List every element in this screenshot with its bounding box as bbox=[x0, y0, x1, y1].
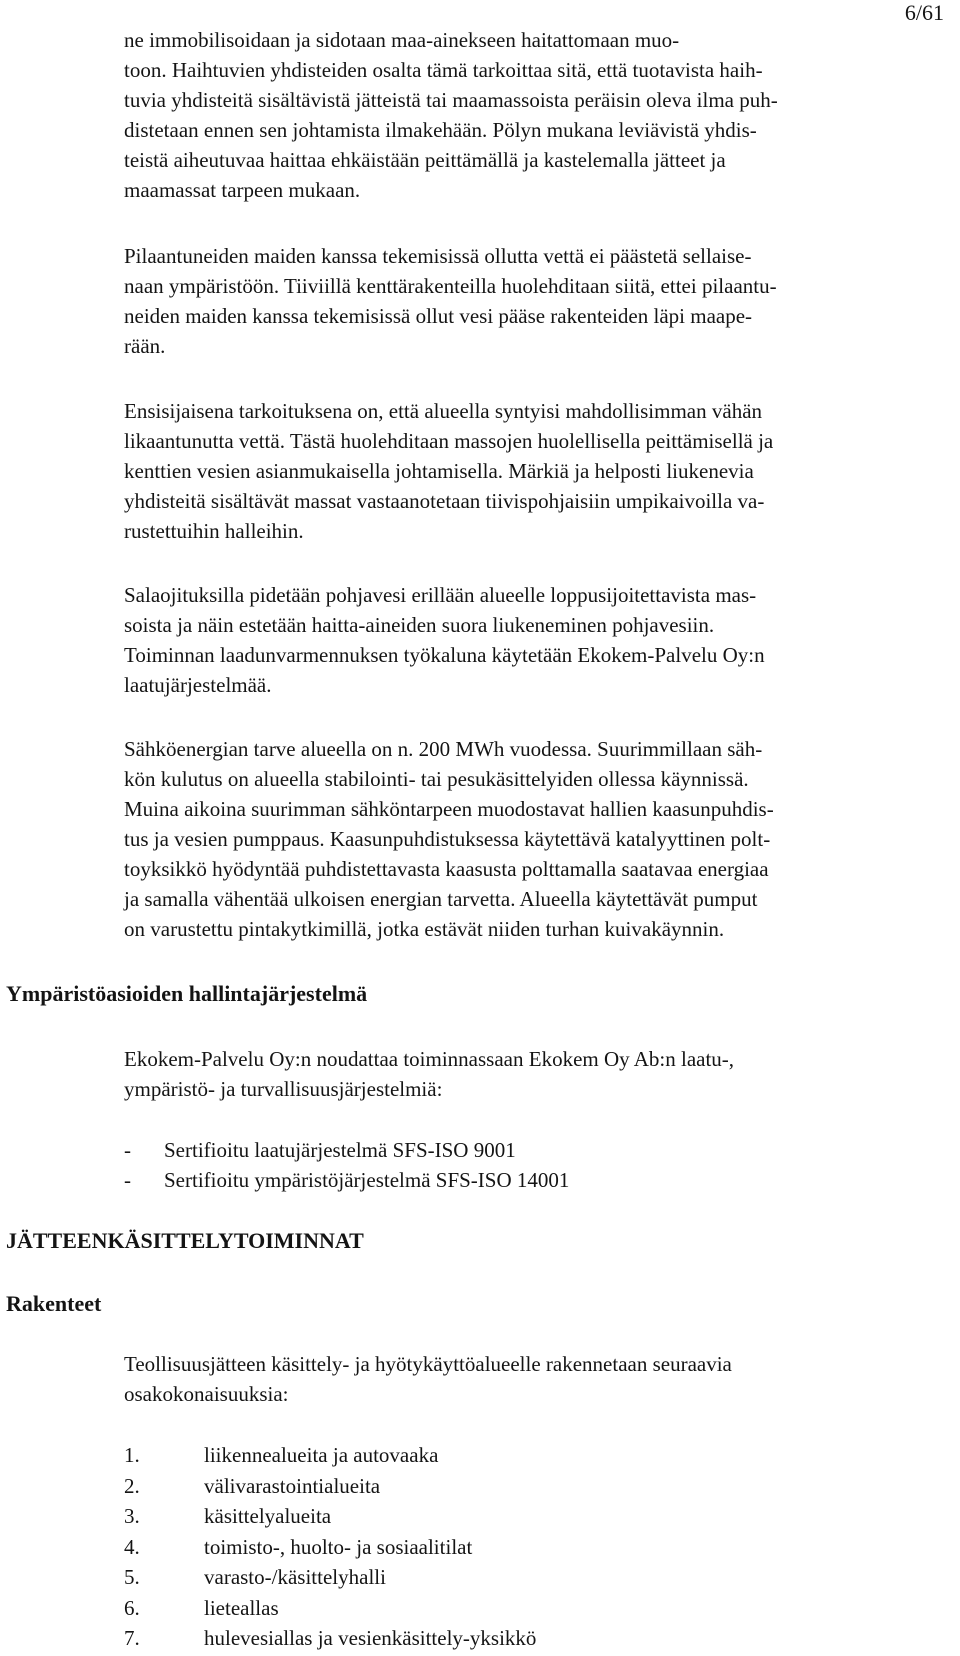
text-line: tus ja vesien pumppaus. Kaasunpuhdistuksessa käytettävä katalyyttinen polt- bbox=[124, 827, 771, 851]
structures-list bbox=[124, 1440, 536, 1654]
text-line: soista ja näin estetään haitta-aineiden suora liukeneminen pohjavesiin. bbox=[124, 613, 715, 637]
list-item-text: Sertifioitu laatujärjestelmä SFS-ISO 9001 bbox=[164, 1138, 516, 1162]
text-line: kön kulutus on alueella stabilointi- tai pesukäsittelyiden ollessa käynnissä. bbox=[124, 767, 749, 791]
list-item bbox=[124, 1165, 569, 1195]
text-line: Sähköenergian tarve alueella on n. 200 MWh vuodessa. Suurimmillaan säh- bbox=[124, 737, 763, 761]
text-line: yhdisteitä sisältävät massat vastaanotetaan tiivispohjaisiin umpikaivoilla va- bbox=[124, 489, 765, 513]
certification-list bbox=[124, 1135, 569, 1195]
text-line: rään. bbox=[124, 334, 166, 358]
list-number: 4. bbox=[124, 1534, 140, 1559]
text-line: rustettuihin halleihin. bbox=[124, 519, 304, 543]
list-number: 3. bbox=[124, 1504, 140, 1528]
paragraph-drainage bbox=[124, 580, 944, 700]
text-line: ympäristö- ja turvallisuusjärjestelmiä: bbox=[124, 1077, 443, 1101]
list-number: 1. bbox=[124, 1443, 140, 1467]
text-line: teistä aiheutuvaa haittaa ehkäistään peittämällä ja kastelemalla jätteet ja bbox=[124, 148, 726, 172]
list-item bbox=[124, 1471, 536, 1502]
paragraph-contaminated-water bbox=[124, 241, 944, 361]
paragraph-emission-control bbox=[124, 25, 944, 205]
text-line: Toiminnan laadunvarmennuksen työkaluna käytetään Ekokem-Palvelu Oy:n bbox=[124, 643, 765, 667]
list-item-text: välivarastointialueita bbox=[204, 1473, 381, 1498]
heading-environmental-management: Ympäristöasioiden hallintajärjestelmä bbox=[6, 981, 368, 1006]
list-number: 5. bbox=[124, 1565, 140, 1589]
text-line: ne immobilisoidaan ja sidotaan maa-ainekseen haitattomaan muo- bbox=[124, 28, 680, 52]
list-item-text: toimisto-, huolto- ja sosiaalitilat bbox=[204, 1534, 473, 1559]
text-line: Teollisuusjätteen käsittely- ja hyötykäyttöalueelle rakennetaan seuraavia bbox=[124, 1352, 732, 1376]
list-item bbox=[124, 1532, 536, 1563]
text-line: toon. Haihtuvien yhdisteiden osalta tämä tarkoittaa sitä, että tuotavista haih- bbox=[124, 58, 763, 82]
text-line: distetaan ennen sen johtamista ilmakehään. Pölyn mukana leviävistä yhdis- bbox=[124, 118, 757, 142]
list-item bbox=[124, 1501, 536, 1532]
heading-structures: Rakenteet bbox=[6, 1291, 102, 1316]
text-line: toyksikkö hyödyntää puhdistettavasta kaasusta polttamalla saatavaa energiaa bbox=[124, 857, 769, 881]
paragraph-management-systems bbox=[124, 1044, 944, 1104]
text-line: Ekokem-Palvelu Oy:n noudattaa toiminnassaan Ekokem Oy Ab:n laatu-, bbox=[124, 1047, 735, 1071]
list-item-text: hulevesiallas ja vesienkäsittely-yksikkö bbox=[204, 1626, 537, 1650]
list-item bbox=[124, 1623, 536, 1654]
text-line: Salaojituksilla pidetään pohjavesi erillään alueelle loppusijoitettavista mas- bbox=[124, 583, 757, 607]
list-item bbox=[124, 1440, 536, 1471]
text-line: laatujärjestelmää. bbox=[124, 673, 272, 697]
heading-waste-treatment: JÄTTEENKÄSITTELYTOIMINNAT bbox=[6, 1228, 364, 1253]
paragraph-structures-intro bbox=[124, 1349, 944, 1409]
text-line: maamassat tarpeen mukaan. bbox=[124, 178, 361, 202]
list-item-text: varasto-/käsittelyhalli bbox=[204, 1565, 386, 1589]
text-line: Ensisijaisena tarkoituksena on, että alueella syntyisi mahdollisimman vähän bbox=[124, 399, 763, 423]
text-line: tuvia yhdisteitä sisältävistä jätteistä tai maamassoista peräisin oleva ilma puh- bbox=[124, 88, 778, 112]
text-line: ja samalla vähentää ulkoisen energian tarvetta. Alueella käytettävät pumput bbox=[124, 887, 758, 911]
list-item-text: käsittelyalueita bbox=[204, 1504, 332, 1528]
text-line: on varustettu pintakytkimillä, jotka estävät niiden turhan kuivakäynnin. bbox=[124, 917, 725, 941]
text-line: kenttien vesien asianmukaisella johtamisella. Märkiä ja helposti liukenevia bbox=[124, 459, 754, 483]
list-item bbox=[124, 1135, 569, 1165]
text-line: neiden maiden kanssa tekemisissä ollut vesi pääse rakenteiden läpi maape- bbox=[124, 304, 753, 328]
list-item bbox=[124, 1562, 536, 1593]
paragraph-electricity bbox=[124, 734, 944, 944]
list-item-text: Sertifioitu ympäristöjärjestelmä SFS-ISO 14001 bbox=[164, 1168, 570, 1192]
list-item bbox=[124, 1593, 536, 1624]
list-item-text: liikennealueita ja autovaaka bbox=[204, 1443, 439, 1467]
text-line: naan ympäristöön. Tiiviillä kenttärakenteilla huolehditaan siitä, ettei pilaantu- bbox=[124, 274, 777, 298]
text-line: Muina aikoina suurimman sähköntarpeen muodostavat hallien kaasunpuhdis- bbox=[124, 797, 774, 821]
page-number: 6/61 bbox=[904, 0, 944, 25]
list-number: 7. bbox=[124, 1626, 140, 1650]
paragraph-water-minimization bbox=[124, 396, 944, 546]
list-number: 6. bbox=[124, 1595, 140, 1620]
list-item-text: lieteallas bbox=[204, 1595, 279, 1620]
list-dash: - bbox=[124, 1138, 131, 1162]
text-line: Pilaantuneiden maiden kanssa tekemisissä ollutta vettä ei päästetä sellaise- bbox=[124, 244, 752, 268]
text-line: likaantunutta vettä. Tästä huolehditaan massojen huolellisella peittämisellä ja bbox=[124, 429, 774, 453]
list-number: 2. bbox=[124, 1473, 140, 1498]
list-dash: - bbox=[124, 1168, 131, 1192]
text-line: osakokonaisuuksia: bbox=[124, 1382, 289, 1406]
